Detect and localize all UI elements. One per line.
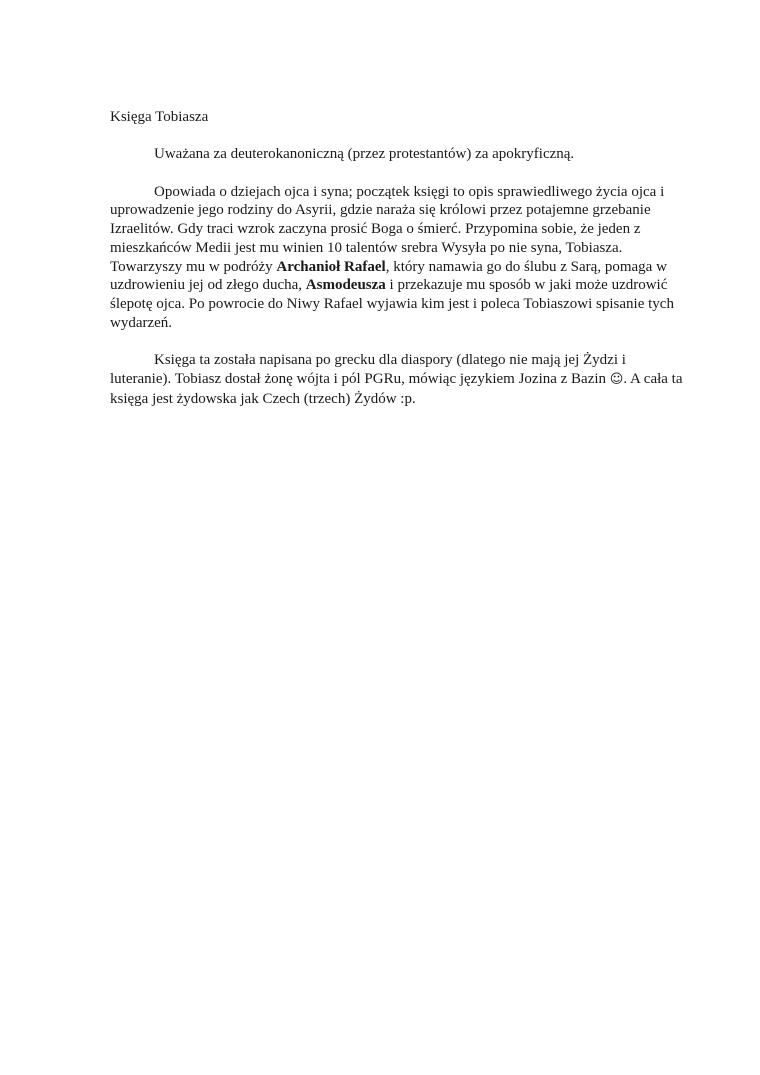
summary-text-3: i przekazuje mu sposób w jaki może uzdrowić ślepotę ojca. Po powrocie do Niwy Rafael wyjawia kim jest i poleca Tobiaszowi spisanie tych wydarzeń.: [110, 277, 674, 331]
smiley-icon: ☺: [609, 371, 624, 387]
summary-text-2: , który namawia go do ślubu z Sarą, pomaga w uzdrowieniu jej od złego ducha,: [110, 258, 667, 294]
bold-asmodeus: Asmodeusza: [305, 277, 386, 294]
paragraph-summary: [110, 183, 690, 333]
notes-text-2: . A cała ta księga jest żydowska jak Czech (trzech) Żydów :p.: [110, 370, 683, 407]
summary-text-1: Opowiada o dziejach ojca i syna; początek księgi to opis sprawiedliwego życia ojca i uprowadzenie jego rodziny do Asyrii, gdzie naraża się królowi przez potajemne grzebanie Izraelitów. Gdy traci wzrok zaczyna prosić Boga o śmierć. Przypomina sobie, że jeden z mieszkańców Medii jest mu winien 10 talentów srebra Wysyła po nie syna, Tobiasza. Towarzyszy mu w podróży: [110, 183, 665, 275]
document-body: [110, 108, 690, 427]
paragraph-notes: [110, 351, 690, 408]
bold-archangel-raphael: Archanioł Rafael: [276, 258, 386, 275]
document-title: Księga Tobiasza: [110, 109, 209, 125]
notes-text-1: Księga ta została napisana po grecku dla diaspory (dlatego nie mają jej Żydzi i luteranie). Tobiasz dostał żonę wójta i pól PGRu, mówiąc językiem Jozina z Bazin: [110, 352, 626, 387]
paragraph-status: Uważana za deuterokanoniczną (przez protestantów) za apokryficzną.: [154, 146, 575, 163]
